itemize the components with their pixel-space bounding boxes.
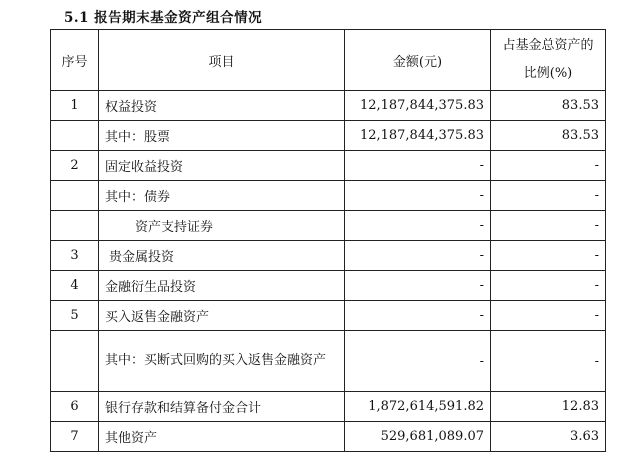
row-ratio: 12.83 [491, 392, 606, 422]
row-item: 其中：买断式回购的买入返售金融资产 [99, 331, 345, 392]
table-row [51, 422, 606, 452]
row-item: 权益投资 [99, 91, 345, 121]
row-item: 其中：债券 [99, 181, 345, 211]
row-amount: - [345, 301, 491, 331]
table-header-row [51, 30, 606, 91]
header-ratio: 占基金总资产的比例(%) [491, 30, 606, 91]
row-no: 2 [51, 151, 99, 181]
row-amount: - [345, 241, 491, 271]
row-item: 其他资产 [99, 422, 345, 452]
table-row [51, 181, 606, 211]
row-no: 5 [51, 301, 99, 331]
row-no [51, 211, 99, 241]
row-item: 银行存款和结算备付金合计 [99, 392, 345, 422]
row-ratio: - [491, 271, 606, 301]
row-no [51, 181, 99, 211]
row-item: 金融衍生品投资 [99, 271, 345, 301]
row-no: 1 [51, 91, 99, 121]
row-item: 资产支持证券 [99, 211, 345, 241]
header-amount: 金额(元) [345, 30, 491, 91]
table-row [51, 121, 606, 151]
row-ratio: - [491, 211, 606, 241]
row-item: 其中：股票 [99, 121, 345, 151]
table-row [51, 301, 606, 331]
row-amount: - [345, 211, 491, 241]
row-ratio: - [491, 181, 606, 211]
section-title: 5.1 报告期末基金资产组合情况 [64, 10, 263, 26]
row-no: 3 [51, 241, 99, 271]
row-amount: - [345, 151, 491, 181]
table-row [51, 331, 606, 392]
table-row [51, 241, 606, 271]
table-row [51, 271, 606, 301]
table-row [51, 91, 606, 121]
row-ratio: - [491, 331, 606, 392]
row-ratio: - [491, 151, 606, 181]
table-row [51, 211, 606, 241]
row-item: 固定收益投资 [99, 151, 345, 181]
asset-portfolio-table [50, 29, 606, 452]
header-item: 项目 [99, 30, 345, 91]
row-amount: - [345, 271, 491, 301]
header-no: 序号 [51, 30, 99, 91]
row-ratio: 83.53 [491, 121, 606, 151]
row-item: 买入返售金融资产 [99, 301, 345, 331]
row-no [51, 121, 99, 151]
table-row [51, 151, 606, 181]
row-no [51, 331, 99, 392]
row-item: 贵金属投资 [99, 241, 345, 271]
row-amount: 1,872,614,591.82 [345, 392, 491, 422]
row-amount: - [345, 331, 491, 392]
row-amount: - [345, 181, 491, 211]
row-no: 6 [51, 392, 99, 422]
row-ratio: 83.53 [491, 91, 606, 121]
row-amount: 529,681,089.07 [345, 422, 491, 452]
row-no: 7 [51, 422, 99, 452]
row-amount: 12,187,844,375.83 [345, 91, 491, 121]
row-ratio: - [491, 301, 606, 331]
row-ratio: 3.63 [491, 422, 606, 452]
row-no: 4 [51, 271, 99, 301]
row-amount: 12,187,844,375.83 [345, 121, 491, 151]
table-row [51, 392, 606, 422]
row-ratio: - [491, 241, 606, 271]
